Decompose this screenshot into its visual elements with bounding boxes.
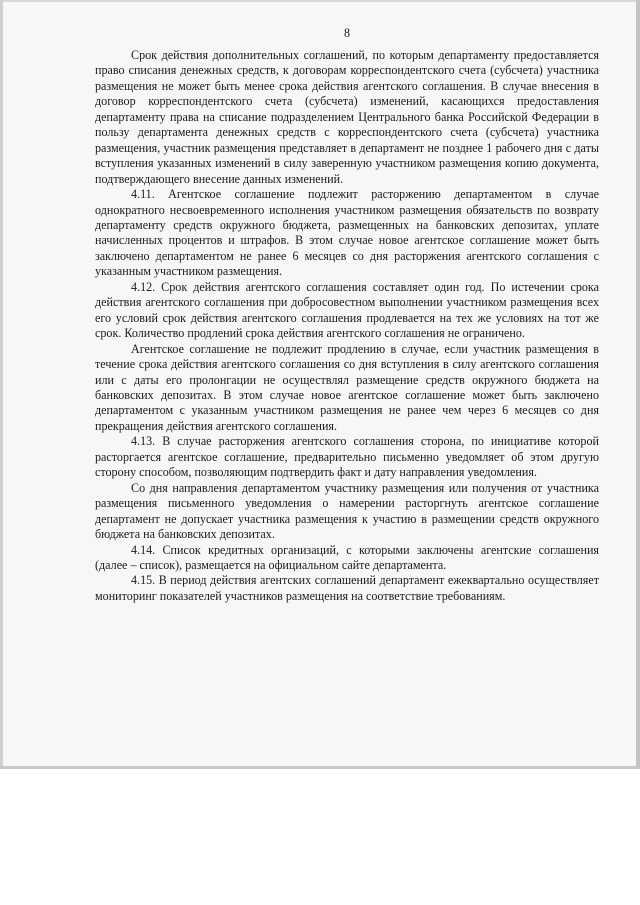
page-text [95, 26, 599, 604]
paragraph-4-11: 4.11. Агентское соглашение подлежит расторжению департаментом в случае однократного несвоевременного исполнения участником размещения обязательств по возврату департаменту средств окружного бюджета, размещенных на банковских депозитах, уплате начисленных процентов и штрафов. В этом случае новое агентское соглашение может быть заключено департаментом не ранее 6 месяцев со дня расторжения агентского соглашения с указанным участником размещения. [95, 187, 599, 279]
scan-edge-top [0, 0, 640, 2]
paragraph-4-14: 4.14. Список кредитных организаций, с которыми заключены агентские соглашения (далее – список), размещается на официальном сайте департамента. [95, 542, 599, 572]
paragraph-supplementary-agreements: Срок действия дополнительных соглашений, по которым департаменту предоставляется право списания денежных средств, к договорам корреспондентского счета (субсчета) участника размещения не может быть менее срока действия агентского соглашения. В случае внесения в договор корреспондентского счета (субсчета) изменений, касающихся предоставления департаменту права на списание подразделением Центрального банка Российской Федерации в пользу департамента денежных средств с корреспондентского счета (субсчета) участника размещения, участник размещения представляет в департамент не позднее 1 рабочего дня с даты вступления указанных изменений в силу заверенную участником размещения копию документа, подтверждающего внесение данных изменений. [95, 48, 599, 186]
paragraph-4-15: 4.15. В период действия агентских соглашений департамент ежеквартально осуществляет мониторинг показателей участников размещения на соответствие требованиям. [95, 573, 599, 603]
paragraph-no-extension: Агентское соглашение не подлежит продлению в случае, если участник размещения в течение срока действия агентского соглашения со дня вступления в силу агентского соглашения или с даты его пролонгации не осуществлял размещение средств окружного бюджета на банковских депозитах. В этом случае новое агентское соглашение может быть заключено департаментом с указанным участником размещения не ранее чем через 6 месяцев со дня прекращения действия агентского соглашения. [95, 341, 599, 433]
paragraph-4-12: 4.12. Срок действия агентского соглашения составляет один год. По истечении срока действия агентского соглашения при добросовестном выполнении участником размещения всех его условий срок действия агентского соглашения продлевается на тех же условиях на тот же срок. Количество продлений срока действия агентского соглашения не ограничено. [95, 279, 599, 341]
page-number: 8 [343, 26, 351, 40]
paragraph-4-13: 4.13. В случае расторжения агентского соглашения сторона, по инициативе которой расторгается агентское соглашение, предварительно письменно уведомляет об этом другую сторону способом, позволяющим подтвердить факт и дату направления уведомления. [95, 434, 599, 480]
paragraph-notice-effect: Со дня направления департаментом участнику размещения или получения от участника размещения письменного уведомления о намерении расторгнуть агентское соглашение департамент не допускает участника размещения к участию в размещении средств окружного бюджета на банковских депозитах. [95, 480, 599, 542]
scan-edge-left [0, 0, 3, 768]
scan-edge-right [636, 0, 640, 768]
scan-edge-bottom [0, 766, 640, 769]
